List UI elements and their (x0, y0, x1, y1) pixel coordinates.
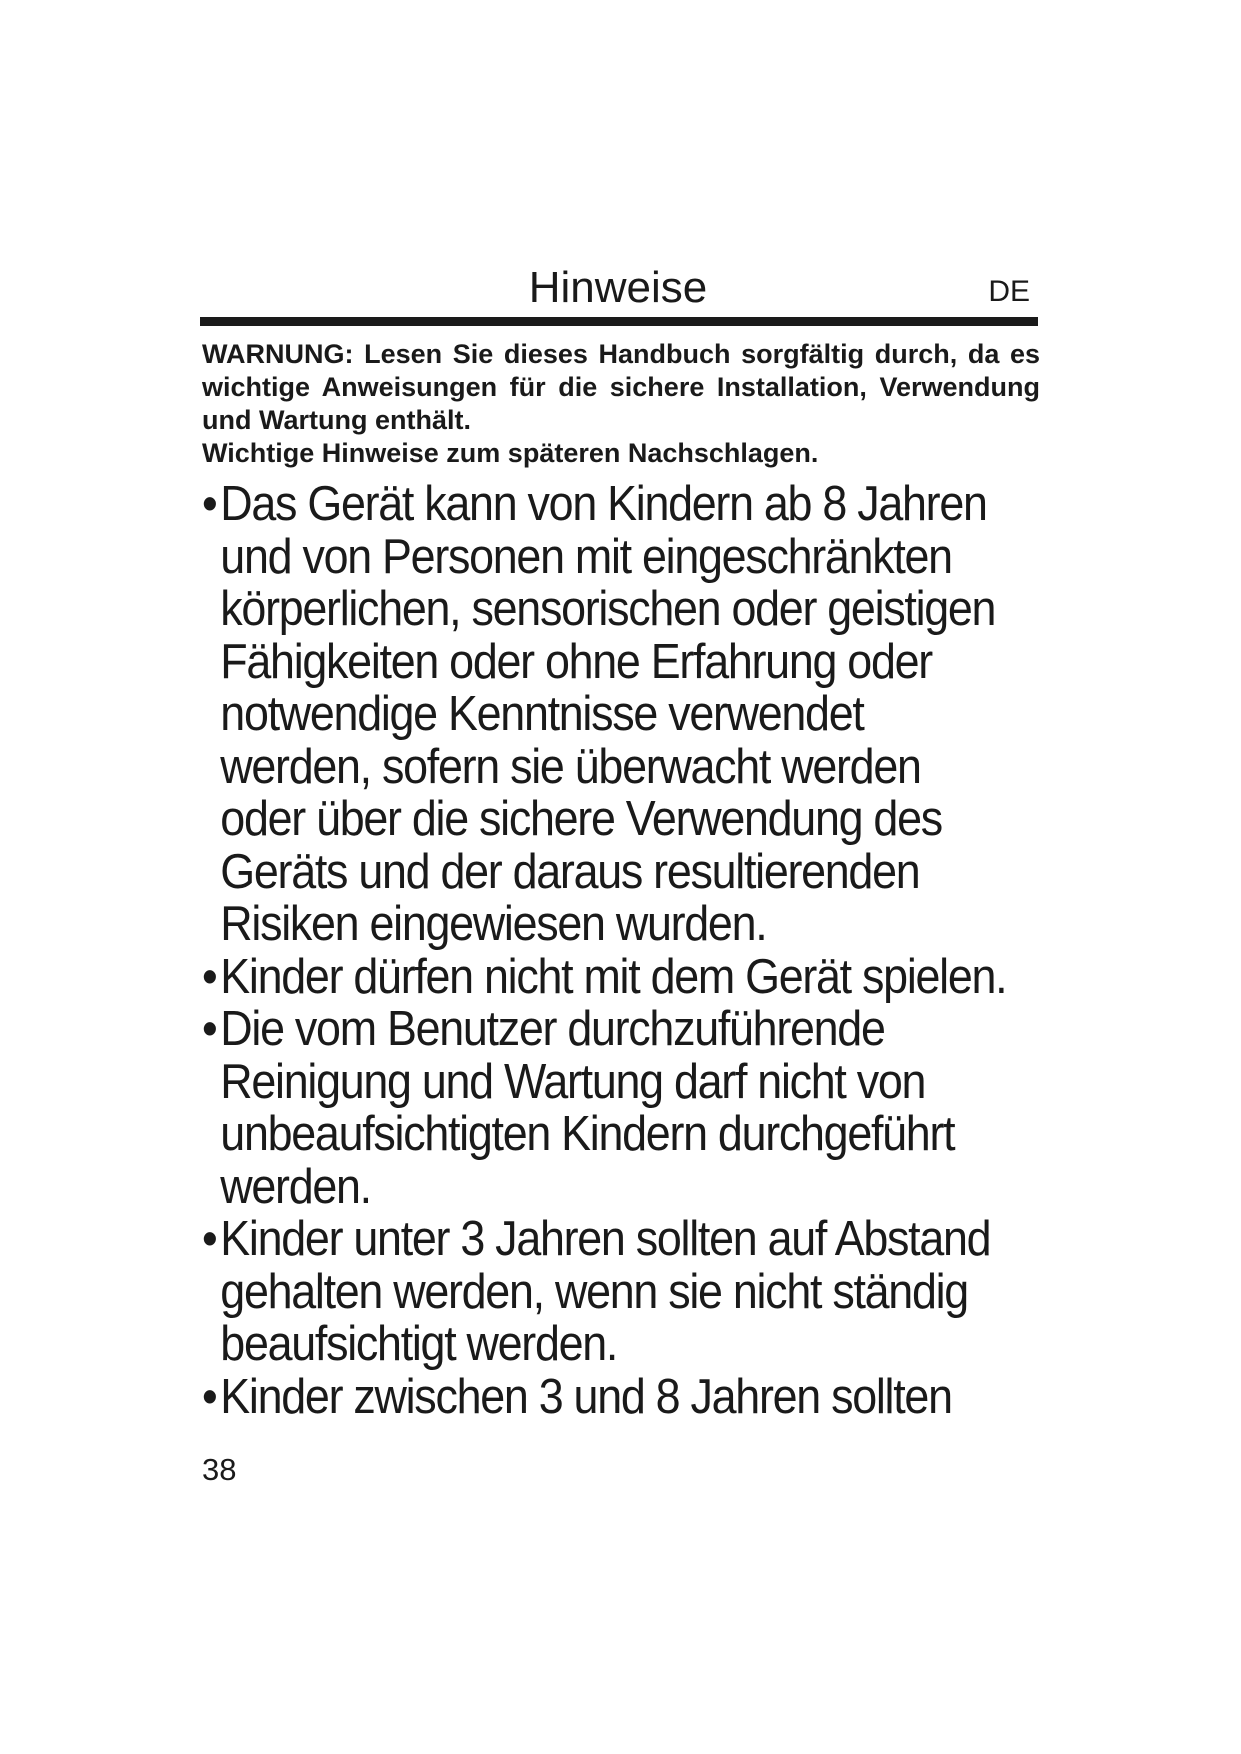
warning-note: Wichtige Hinweise zum späteren Nachschlagen. (202, 438, 819, 468)
list-item (202, 951, 1007, 1004)
bullet-icon: • (202, 477, 217, 531)
list-item-text: Kinder unter 3 Jahren sollten auf Abstand gehalten werden, wenn sie nicht ständig beaufsichtigt werden. (220, 1212, 991, 1371)
bullet-icon: • (202, 1212, 217, 1266)
language-code: DE (988, 275, 1030, 308)
list-item (202, 1213, 1007, 1371)
list-item (202, 1003, 1007, 1213)
bullet-icon: • (202, 1002, 217, 1056)
warning-block (202, 338, 1040, 470)
list-item (202, 478, 1007, 951)
bullet-icon: • (202, 1369, 217, 1424)
list-item (202, 1371, 1007, 1424)
safety-bullet-list (202, 478, 1007, 1423)
list-item-text: Die vom Benutzer durchzuführende Reinigung und Wartung darf nicht von unbeaufsichtigten Kindern durchgeführt werden. (220, 1002, 955, 1214)
bullet-icon: • (202, 949, 217, 1004)
page-title: Hinweise (528, 263, 708, 312)
page-number: 38 (202, 1452, 237, 1487)
header-divider (200, 317, 1038, 326)
list-item-text: Kinder dürfen nicht mit dem Gerät spielen. (220, 949, 1007, 1004)
warning-paragraph: WARNUNG: Lesen Sie dieses Handbuch sorgfältig durch, da es wichtige Anweisungen für die sichere Installation, Verwendung und Wartung enthält. (202, 339, 1040, 435)
list-item-text: Kinder zwischen 3 und 8 Jahren sollten (220, 1369, 952, 1424)
page-header (200, 258, 1036, 314)
list-item-text: Das Gerät kann von Kindern ab 8 Jahren und von Personen mit eingeschränkten körperlichen, sensorischen oder geistigen Fähigkeiten oder ohne Erfahrung oder notwendige Kenntnisse verwendet werden, sofern sie überwacht werden oder über die sichere Verwendung des Geräts und der daraus resultierenden Risiken eingewiesen wurden. (220, 477, 996, 951)
